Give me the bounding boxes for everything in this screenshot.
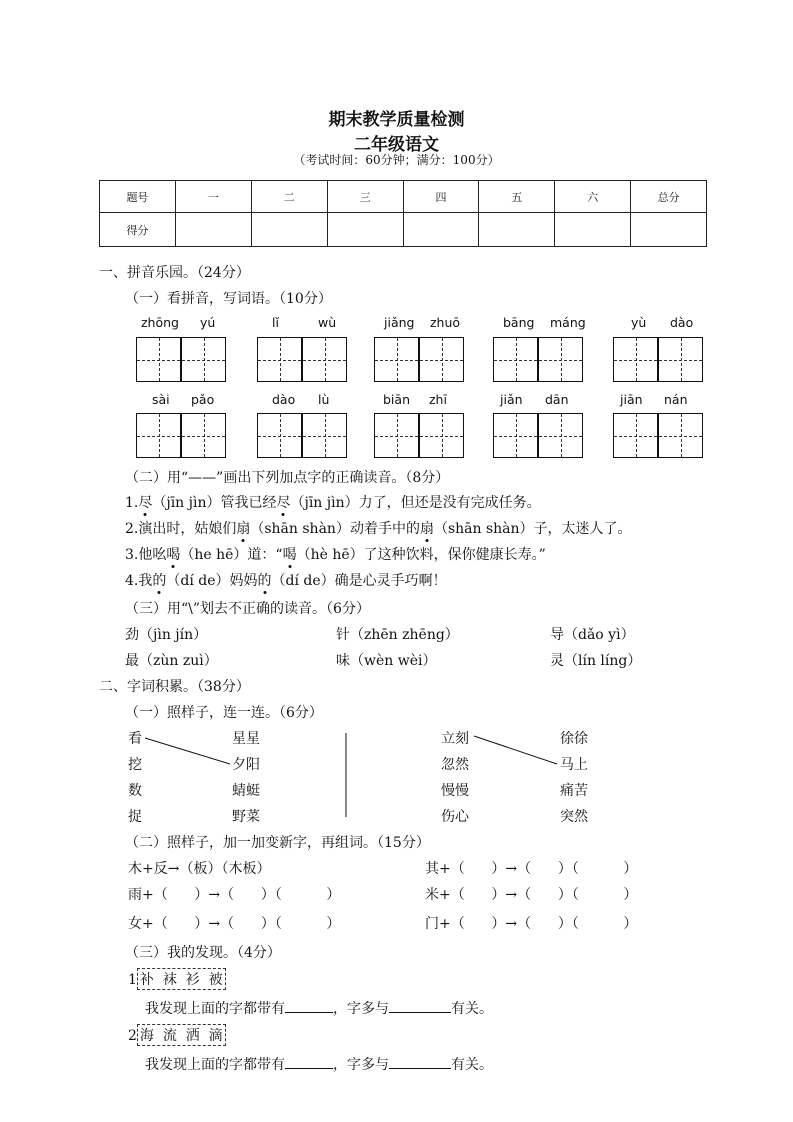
sentence-text: （hè hē）了这种饮料，保你健康长寿。”	[296, 547, 546, 563]
pinyin-choice-item[interactable]: 最（zùn zuì）	[125, 653, 218, 669]
pinyin-choice-item[interactable]: 灵（lín líng）	[550, 653, 642, 669]
answer-blank[interactable]	[389, 998, 451, 1013]
match-item[interactable]: 马上	[560, 757, 588, 773]
pinyin-choice-item[interactable]: 导（dǎo yì）	[550, 627, 635, 643]
table-cell: 二	[251, 181, 327, 213]
match-item[interactable]: 忽然	[441, 757, 469, 773]
section-heading: 一、拼音乐园。（24分）	[99, 265, 250, 281]
char-combination-item[interactable]: 女+（ ）→（ ）（ ）	[128, 916, 341, 932]
char-combination-item[interactable]: 门+（ ）→（ ）（ ）	[425, 916, 638, 932]
pinyin-syllable: pǎo	[191, 392, 215, 407]
discovery-sentence[interactable]	[145, 1054, 493, 1074]
sentence-text: （dí de）妈妈	[166, 573, 258, 589]
item-number: 1	[128, 972, 137, 988]
discovery-group	[128, 1024, 226, 1046]
sentence-text: 有关。	[451, 1001, 493, 1017]
sentence-text: 1.	[125, 495, 139, 511]
dotted-char: 尽	[138, 492, 152, 512]
character-group-box: 海 流 洒 滴	[137, 1024, 226, 1046]
section-heading: 二、字词积累。（38分）	[99, 679, 250, 695]
match-item[interactable]: 徐徐	[560, 731, 588, 747]
example-connection-line	[145, 738, 230, 764]
dotted-char: 喝	[166, 544, 180, 564]
pinyin-syllable: jiān	[620, 392, 643, 407]
question-heading: （一）照样子，连一连。（6分）	[125, 705, 323, 721]
dotted-char: 的	[152, 570, 166, 590]
answer-blank[interactable]	[285, 998, 333, 1013]
table-cell: 题号	[100, 181, 176, 213]
pinyin-syllable: dào	[670, 315, 694, 330]
pinyin-syllable: sài	[152, 392, 170, 407]
sentence-text: （jīn jìn）力了，但还是没有完成任务。	[290, 495, 541, 511]
pinyin-syllable: lǐ	[272, 315, 279, 330]
match-item[interactable]: 突然	[560, 809, 588, 825]
table-cell: 五	[479, 181, 555, 213]
table-cell: 三	[327, 181, 403, 213]
char-combination-item[interactable]: 其+（ ）→（ ）（ ）	[425, 861, 638, 877]
match-item[interactable]: 夕阳	[232, 757, 260, 773]
table-cell: 四	[403, 181, 479, 213]
question-heading: （一）看拼音，写词语。（10分）	[125, 291, 332, 307]
match-item[interactable]: 蜻蜓	[232, 783, 260, 799]
answer-blank[interactable]	[389, 1054, 451, 1069]
table-cell: 六	[555, 181, 631, 213]
table-cell: 一	[175, 181, 251, 213]
question-heading: （二）照样子，加一加变新字，再组词。（15分）	[125, 835, 430, 851]
match-item[interactable]: 数	[128, 783, 142, 799]
sentence-text: 我发现上面的字都带有	[145, 1057, 285, 1073]
pinyin-syllable: yú	[200, 315, 216, 330]
page-title: 期末教学质量检测	[328, 110, 465, 130]
match-item[interactable]: 野菜	[232, 809, 260, 825]
pinyin-choice-item[interactable]: 劲（jìn jín）	[125, 627, 208, 643]
pinyin-syllable: dào	[272, 392, 296, 407]
table-cell: 总分	[631, 181, 707, 213]
pinyin-choice-item[interactable]: 味（wèn wèi）	[336, 653, 437, 669]
match-item[interactable]: 捉	[128, 809, 142, 825]
sentence-text: ，字多与	[333, 1001, 389, 1017]
sentence-text: ，字多与	[333, 1057, 389, 1073]
pinyin-syllable: dān	[545, 392, 569, 407]
discovery-sentence[interactable]	[145, 998, 493, 1018]
match-item[interactable]: 慢慢	[441, 783, 469, 799]
dotted-char: 的	[258, 570, 272, 590]
sentence-text: 3.他吆	[125, 547, 167, 563]
item-number: 2	[128, 1028, 137, 1044]
question-heading: （三）用“\”划去不正确的读音。（6分）	[125, 601, 370, 617]
discovery-group	[128, 968, 226, 990]
character-group-box: 补 袜 衫 被	[137, 968, 226, 990]
pinyin-syllable: lù	[318, 392, 330, 407]
pinyin-syllable: zhī	[429, 392, 447, 407]
pinyin-syllable: zhōng	[141, 315, 179, 330]
pinyin-syllable: zhuō	[430, 315, 461, 330]
match-item[interactable]: 伤心	[441, 809, 469, 825]
pinyin-syllable: jiǎng	[384, 315, 415, 330]
exam-info: （考试时间：60分钟；满分：100分）	[293, 153, 500, 167]
char-combination-item[interactable]: 雨+（ ）→（ ）（ ）	[128, 887, 341, 903]
sentence-text: （jīn jìn）管我已经	[152, 495, 277, 511]
answer-blank[interactable]	[285, 1054, 333, 1069]
match-item[interactable]: 立刻	[441, 731, 469, 747]
char-combination-item[interactable]: 木+反→（板）（木板）	[128, 861, 271, 877]
grade-subject-title: 二年级语文	[354, 135, 439, 155]
pinyin-syllable: yù	[631, 315, 647, 330]
match-item[interactable]: 星星	[232, 731, 260, 747]
match-item[interactable]: 挖	[128, 757, 142, 773]
dotted-char: 扇	[236, 518, 250, 538]
pinyin-syllable: nán	[664, 392, 688, 407]
question-heading: （二）用“——”画出下列加点字的正确读音。（8分）	[125, 470, 450, 486]
example-connection-line	[474, 736, 557, 764]
pinyin-choice-item[interactable]: 针（zhēn zhēng）	[336, 627, 459, 643]
dotted-char: 喝	[283, 544, 297, 564]
match-item[interactable]: 痛苦	[560, 783, 588, 799]
sentence-text: 有关。	[451, 1057, 493, 1073]
sentence-text: 4.我	[125, 573, 153, 589]
question-heading: （三）我的发现。（4分）	[125, 945, 281, 961]
match-item[interactable]: 看	[128, 731, 142, 747]
pinyin-syllable: biān	[383, 392, 410, 407]
sentence-text: 2.演出时，姑娘们	[125, 521, 237, 537]
pinyin-syllable: wù	[318, 315, 337, 330]
sentence-text: （shān shàn）动着手中的	[250, 521, 420, 537]
sentence-text: （he hē）道：“	[180, 547, 283, 563]
sentence-text: （shān shàn）子，太迷人了。	[433, 521, 632, 537]
table-cell: 得分	[100, 213, 176, 247]
char-combination-item[interactable]: 米+（ ）→（ ）（ ）	[425, 887, 638, 903]
pinyin-syllable: máng	[550, 315, 586, 330]
pinyin-syllable: bāng	[503, 315, 535, 330]
pinyin-syllable: jiǎn	[500, 392, 523, 407]
sentence-text: （dí de）确是心灵手巧啊！	[271, 573, 447, 589]
dotted-char: 扇	[420, 518, 434, 538]
sentence-text: 我发现上面的字都带有	[145, 1001, 285, 1017]
dotted-char: 尽	[276, 492, 290, 512]
